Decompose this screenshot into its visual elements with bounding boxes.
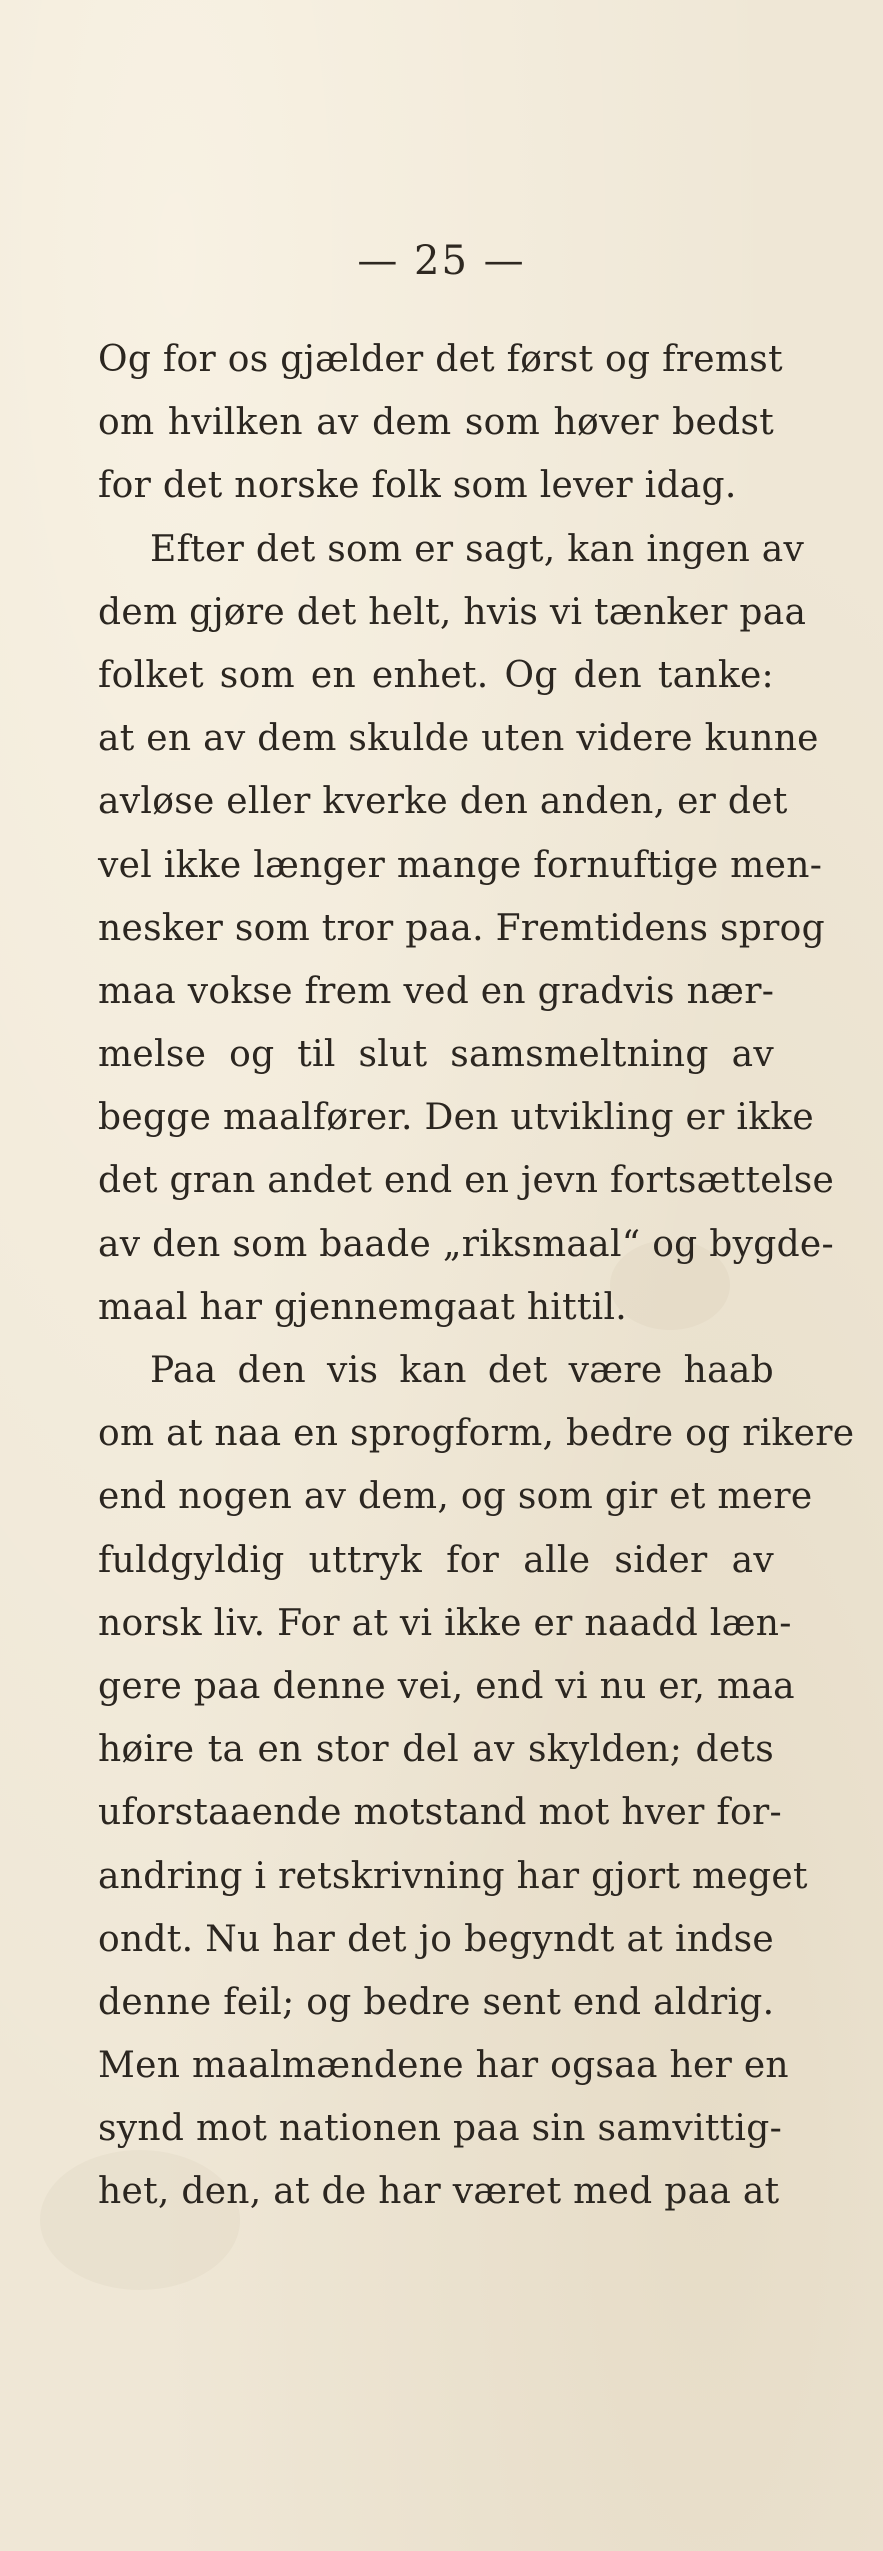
text-line: Men maalmændene har ogsaa her en: [98, 2045, 789, 2087]
page-number: — 25 —: [357, 238, 526, 284]
text-line: end nogen av dem, og som gir et mere: [98, 1476, 813, 1518]
text-line: nesker som tror paa. Fremtidens sprog: [98, 907, 825, 949]
paragraph-2: [98, 518, 835, 1339]
paragraph-3: [98, 1339, 855, 2224]
text-line: uforstaaende motstand mot hver for-: [98, 1792, 782, 1834]
text-line: om at naa en sprogform, bedre og rikere: [98, 1413, 855, 1455]
text-line: det gran andet end en jevn fortsættelse: [98, 1160, 835, 1202]
text-line: ondt. Nu har det jo begyndt at indse: [98, 1918, 774, 1960]
text-line: melse og til slut samsmeltning av: [98, 1034, 774, 1076]
text-line: Efter det som er sagt, kan ingen av: [150, 528, 805, 570]
text-line: denne feil; og bedre sent end aldrig.: [98, 1981, 775, 2023]
text-line: synd mot nationen paa sin samvittig-: [98, 2108, 783, 2150]
text-line: Og for os gjælder det først og fremst: [98, 339, 783, 380]
text-line: andring i retskrivning har gjort meget: [98, 1855, 808, 1897]
text-line: høire ta en stor del av skylden; dets: [98, 1729, 774, 1771]
text-line: gere paa denne vei, end vi nu er, maa: [98, 1665, 795, 1707]
text-line: av den som baade „riksmaal“ og bygde-: [98, 1223, 835, 1265]
text-line: om hvilken av dem som høver bedst: [98, 402, 774, 444]
text-line: for det norske folk som lever idag.: [98, 465, 737, 507]
text-line: Paa den vis kan det være haab: [150, 1350, 774, 1391]
text-line: fuldgyldig uttryk for alle sider av: [98, 1539, 774, 1581]
text-line: maal har gjennemgaat hittil.: [98, 1286, 628, 1328]
text-line: vel ikke længer mange fornuftige men-: [98, 844, 823, 886]
text-line: het, den, at de har været med paa at: [98, 2171, 780, 2213]
paragraph-1: [98, 328, 783, 518]
text-line: folket som en enhet. Og den tanke:: [98, 654, 774, 696]
text-line: begge maalfører. Den utvikling er ikke: [98, 1097, 815, 1139]
text-line: at en av dem skulde uten videre kunne: [98, 718, 819, 760]
body-text: [98, 328, 855, 2224]
text-line: avløse eller kverke den anden, er det: [98, 781, 788, 823]
text-line: dem gjøre det helt, hvis vi tænker paa: [98, 591, 807, 633]
text-line: maa vokse frem ved en gradvis nær-: [98, 970, 775, 1012]
text-line: norsk liv. For at vi ikke er naadd læn-: [98, 1602, 792, 1644]
